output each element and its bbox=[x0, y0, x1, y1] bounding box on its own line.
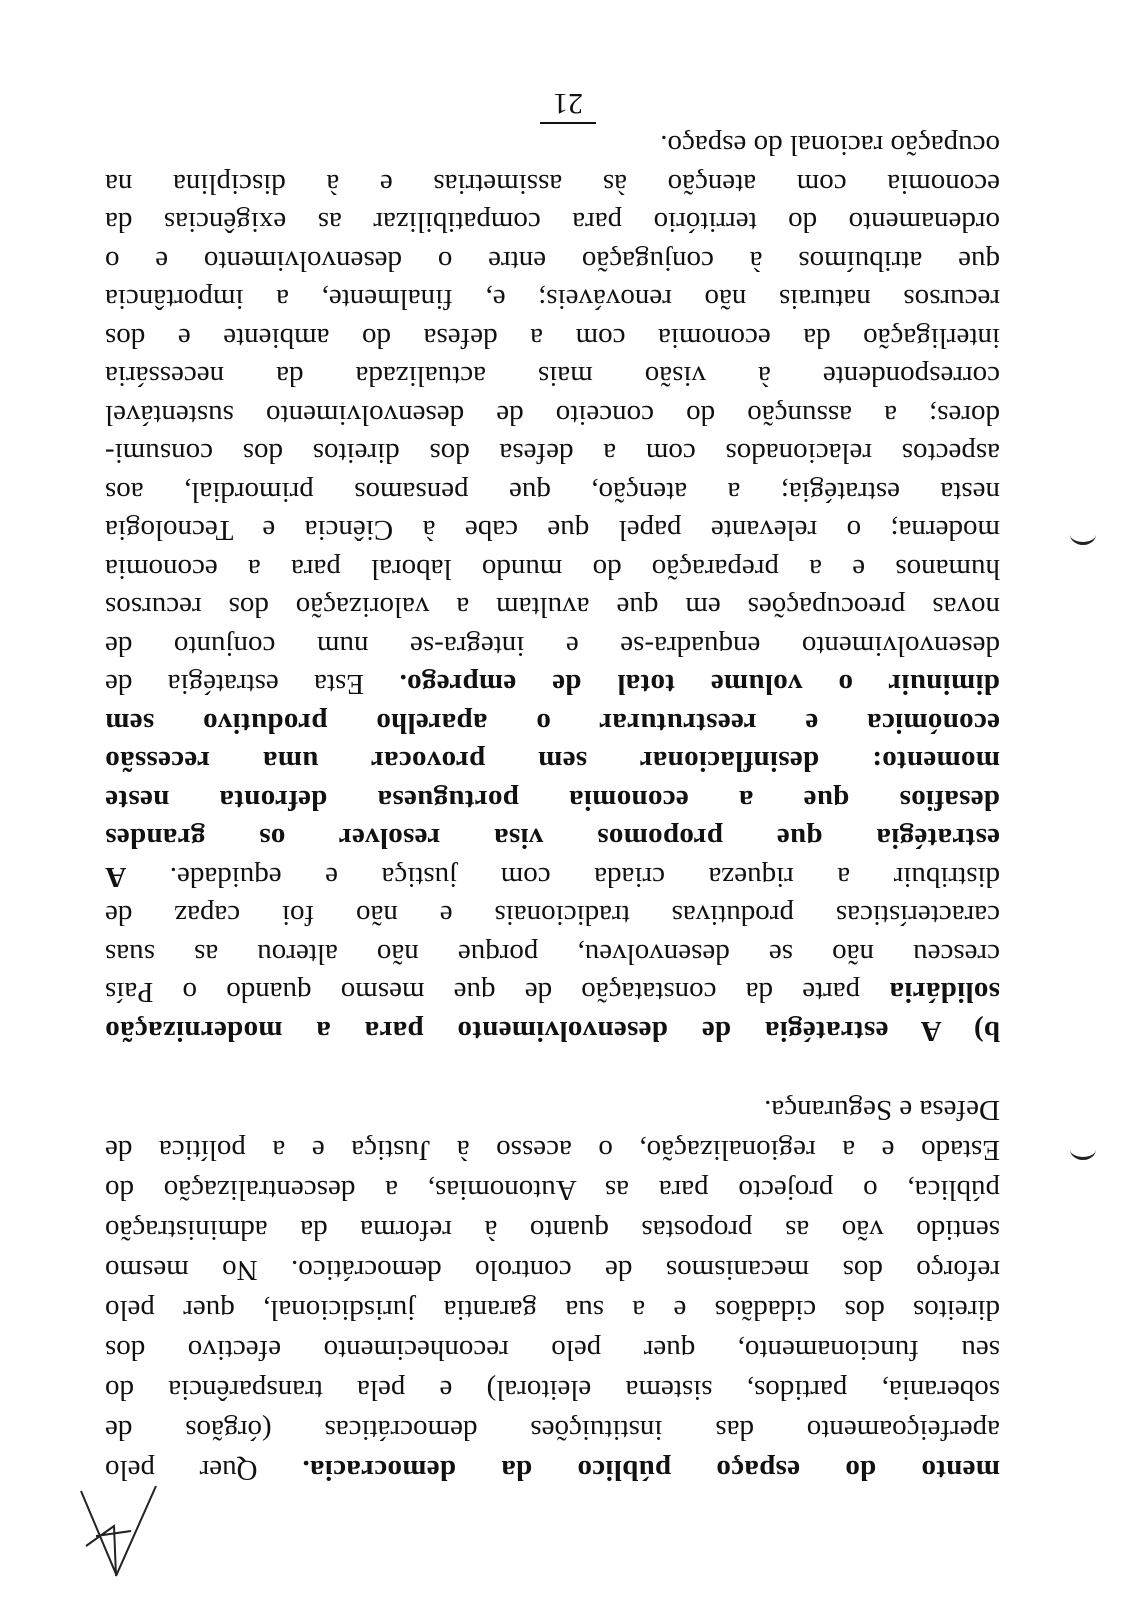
text-line bbox=[105, 742, 1000, 781]
paragraph-development-strategy bbox=[105, 126, 1000, 1050]
text: sentido vão as propostas quanto à reforma da administração bbox=[105, 1214, 1000, 1246]
text-line bbox=[105, 511, 1000, 550]
punch-hole-mark bbox=[1070, 524, 1096, 545]
text-line bbox=[105, 396, 1000, 435]
text-line bbox=[105, 242, 1000, 281]
text-line bbox=[105, 665, 1000, 704]
text: economia com atenção às assimetrias e à disciplina na bbox=[105, 168, 1000, 200]
page-number: 21 bbox=[540, 86, 596, 124]
text: recursos naturais não renováveis; e, finalmente, a importância bbox=[105, 283, 1000, 316]
text-line bbox=[105, 1170, 1000, 1210]
text: soberania, partidos, sistema eleitoral) e pela transparência do bbox=[105, 1374, 1000, 1406]
text: cresceu não se desenvolveu, porque não alterou as suas bbox=[105, 938, 1000, 970]
text-line bbox=[105, 1130, 1000, 1170]
text-line bbox=[105, 819, 1000, 858]
bold-text: económica e reestruturar o aparelho produtivo sem bbox=[105, 707, 1000, 739]
text-line bbox=[105, 357, 1000, 396]
text-line bbox=[105, 126, 1000, 165]
text: Estado e a regionalização, o acesso à Justiça e a política de bbox=[105, 1134, 1000, 1166]
paragraph-democracy bbox=[105, 1090, 1000, 1490]
text-line bbox=[105, 1410, 1000, 1450]
punch-hole-mark bbox=[1070, 1139, 1096, 1160]
text: características produtivas tradicionais e não foi capaz de bbox=[105, 899, 1000, 932]
bold-text: mento do espaço público da democracia. bbox=[302, 1454, 1000, 1486]
bold-text: desafios que a economia portuguesa defronta neste bbox=[105, 784, 1000, 816]
text: nesta estratégia; a atenção, que pensamos primordial, aos bbox=[105, 476, 1000, 508]
bold-text: momento: desinflacionar sem provocar uma recessão bbox=[105, 745, 1000, 778]
bold-text: A bbox=[105, 861, 127, 893]
text-line bbox=[105, 627, 1000, 666]
text-line bbox=[105, 550, 1000, 589]
text: reforço dos mecanismos de controlo democrático. No mesmo bbox=[105, 1254, 1000, 1286]
text-line bbox=[105, 319, 1000, 358]
text: novas preocupações em que avultam a valorização dos recursos bbox=[105, 591, 1000, 624]
text-line bbox=[105, 473, 1000, 512]
text: Defesa e Segurança. bbox=[764, 1094, 1000, 1126]
text: direitos dos cidadãos e a sua garantia jurisdicional, quer pelo bbox=[105, 1294, 1000, 1326]
text: aperfeiçoamento das instituições democráticas (órgãos de bbox=[105, 1414, 1000, 1446]
text-line bbox=[105, 896, 1000, 935]
text: dores; a assunção do conceito de desenvolvimento sustentável bbox=[105, 399, 1000, 431]
text-line bbox=[105, 858, 1000, 897]
text-line bbox=[105, 1330, 1000, 1370]
text: humanos e a preparação do mundo laboral para a economia bbox=[105, 553, 1000, 585]
text-line bbox=[105, 1290, 1000, 1330]
text-line bbox=[105, 704, 1000, 743]
text-line bbox=[105, 973, 1000, 1012]
text-line bbox=[105, 1370, 1000, 1410]
text: Esta estratégia de bbox=[104, 668, 400, 701]
text: moderna; o relevante papel que cabe à Ciência e Tecnologia bbox=[105, 514, 1000, 547]
bold-text: solidária bbox=[889, 976, 1000, 1009]
text: ocupação racional do espaço. bbox=[660, 129, 1000, 162]
text-line bbox=[105, 935, 1000, 974]
text: parte da constatação de que mesmo quando o País bbox=[105, 976, 890, 1009]
text-line bbox=[105, 781, 1000, 820]
text: ordenamento do território para compatibilizar as exigências da bbox=[105, 206, 1000, 239]
bold-text: estratégia que propomos visa resolver os grandes bbox=[105, 822, 1000, 855]
text: Quer pelo bbox=[105, 1454, 303, 1486]
text: que atribuímos à conjugação entre o desenvolvimento e o bbox=[105, 245, 1000, 277]
text-line bbox=[105, 280, 1000, 319]
text-line bbox=[105, 203, 1000, 242]
text: desenvolvimento enquadra-se e integra-se num conjunto de bbox=[105, 630, 1000, 662]
text: seu funcionamento, quer pelo reconhecimento efectivo dos bbox=[105, 1334, 1000, 1366]
text-line bbox=[105, 1250, 1000, 1290]
text: distribuir a riqueza criada com justiça e equidade. bbox=[126, 861, 1000, 893]
text-line bbox=[105, 165, 1000, 204]
bold-text: diminuir o volume total de emprego. bbox=[399, 668, 1000, 701]
text-line bbox=[105, 1210, 1000, 1250]
text: pública, o projecto para as Autonomias, a descentralização do bbox=[105, 1174, 1000, 1206]
signature-mark bbox=[66, 1476, 176, 1586]
bold-text: b) A estratégia de desenvolvimento para a modernização bbox=[105, 1015, 1000, 1047]
text-line bbox=[105, 434, 1000, 473]
text: aspectos relacionados com a defesa dos direitos dos consumi- bbox=[105, 437, 1000, 470]
text-line bbox=[105, 1012, 1000, 1051]
text: interligação da economia com a defesa do ambiente e dos bbox=[105, 322, 1000, 354]
text-line bbox=[105, 588, 1000, 627]
text-line bbox=[105, 1450, 1000, 1490]
text: correspondente à visão mais actualizada da necessária bbox=[105, 360, 1000, 393]
text-line bbox=[105, 1090, 1000, 1130]
